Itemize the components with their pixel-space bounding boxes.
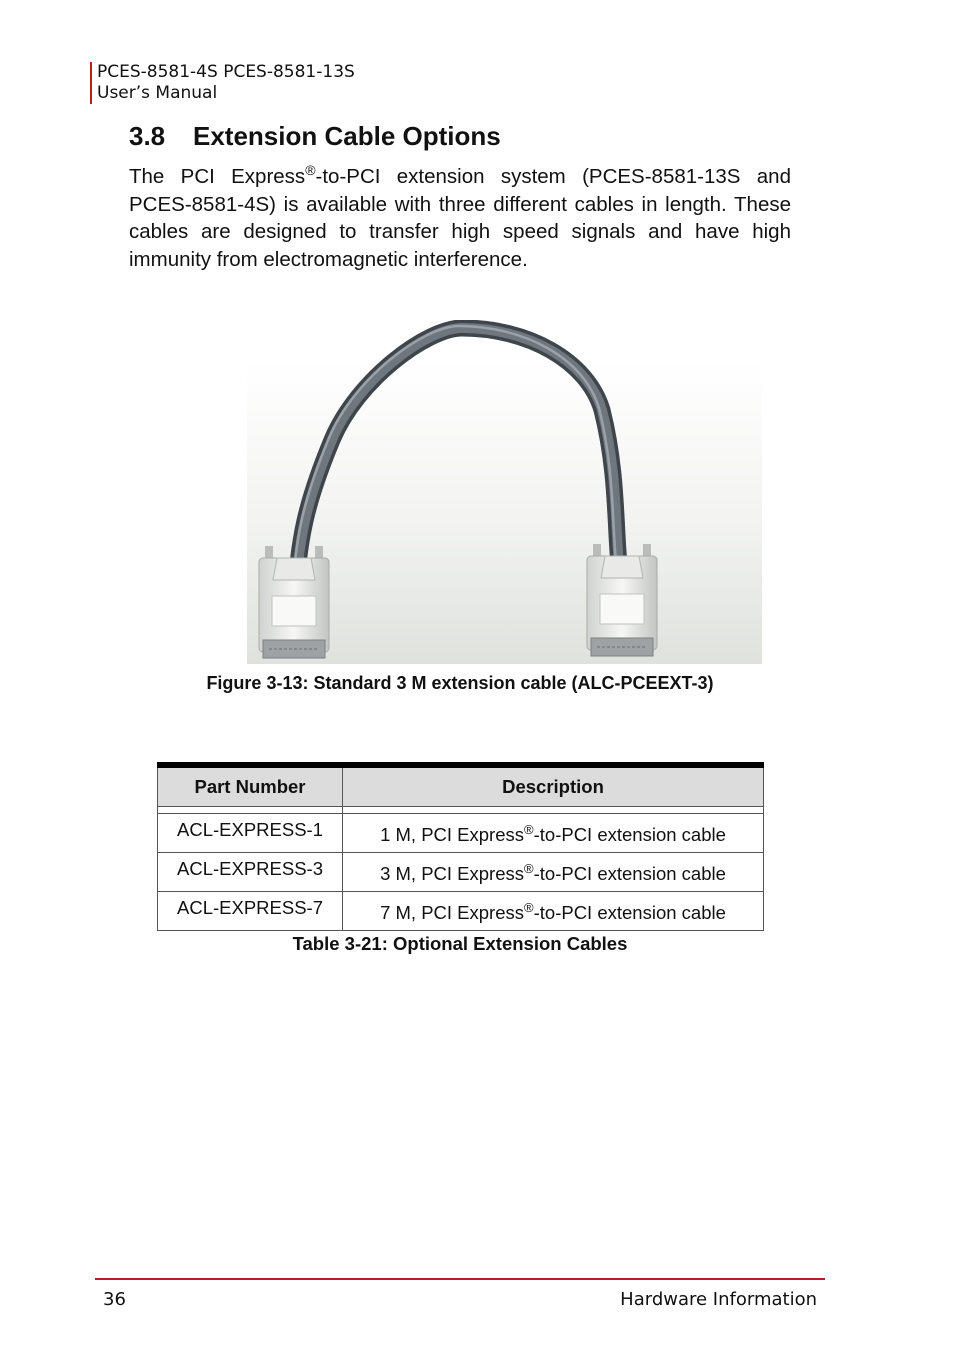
- description-cell: 1 M, PCI Express®-to-PCI extension cable: [343, 814, 764, 853]
- left-connector: [259, 546, 329, 658]
- description-cell: 7 M, PCI Express®-to-PCI extension cable: [343, 892, 764, 931]
- figure-caption: Figure 3-13: Standard 3 M extension cable (ALC-PCEEXT-3): [206, 673, 714, 693]
- section-number: 3.8: [129, 121, 166, 151]
- section-heading: [129, 121, 501, 152]
- running-header: [90, 62, 355, 104]
- table-header-row: [158, 765, 764, 807]
- header-spacer-row: [158, 807, 764, 814]
- part-number-cell: ACL-EXPRESS-1: [158, 814, 343, 853]
- header-manual: User’s Manual: [97, 83, 218, 103]
- intro-text-start: The PCI Express: [129, 165, 306, 188]
- footer-divider: [95, 1278, 825, 1280]
- extension-cable-illustration: [247, 320, 762, 664]
- intro-text-rest: -to-PCI extension system (PCES-8581-13S and PCES-8581-4S) is available with three different cables in length. These cables are designed to transfer high speed signals and have high immunity from electromagnetic interference.: [129, 165, 791, 271]
- part-number-cell: ACL-EXPRESS-3: [158, 853, 343, 892]
- right-connector: [587, 544, 657, 656]
- table-caption: Table 3-21: Optional Extension Cables: [292, 933, 628, 954]
- extension-cables-table: [157, 762, 764, 931]
- cable-photo: [247, 320, 762, 664]
- page-number: 36: [103, 1289, 126, 1310]
- table-row: [158, 853, 764, 892]
- section-title: Extension Cable Options: [193, 121, 501, 151]
- part-number-cell: ACL-EXPRESS-7: [158, 892, 343, 931]
- table-row: [158, 892, 764, 931]
- header-product: PCES-8581-4S PCES-8581-13S: [97, 62, 355, 82]
- table-row: [158, 814, 764, 853]
- intro-paragraph: [129, 163, 791, 273]
- footer-chapter: Hardware Information: [620, 1289, 817, 1310]
- column-header-part-number: Part Number: [158, 765, 343, 807]
- registered-mark: ®: [305, 162, 316, 179]
- description-cell: 3 M, PCI Express®-to-PCI extension cable: [343, 853, 764, 892]
- column-header-description: Description: [343, 765, 764, 807]
